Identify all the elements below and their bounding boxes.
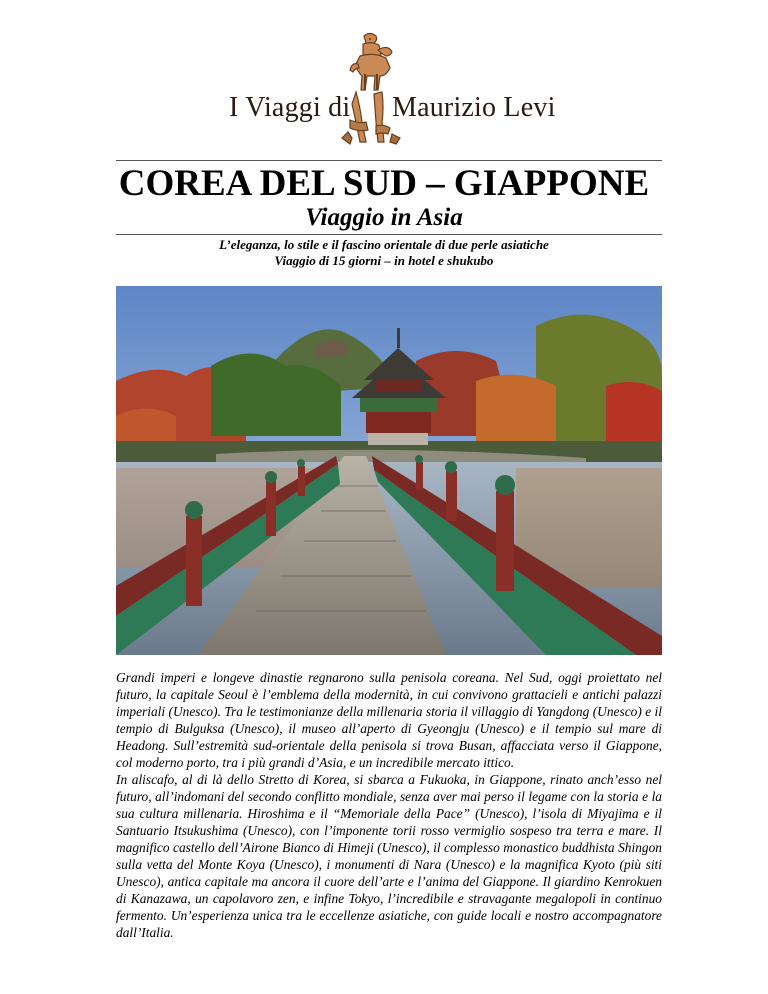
logo-text-left: I Viaggi di [229,92,351,123]
description-paragraph-2: In aliscafo, al di là dello Stretto di Korea, si sbarca a Fukuoka, in Giappone, rinato anch’esso nel futuro, all’indomani del secondo conflitto mondiale, senza aver mai perso il legame con la storia e la sua cultura millenaria. Hiroshima e il “Memoriale della Pace” (Unesco), l’isola di Miyajima e il Santuario Itsukushima (Unesco), con l’imponente torii rosso vermiglio sospeso tra terra e mare. Il magnifico castello dell’Airone Bianco di Himeji (Unesco), il complesso monastico buddhista Shingon sulla vetta del Monte Koya (Unesco), i monumenti di Nara (Unesco) e la magnifica Kyoto (più siti Unesco), antica capitale ma ancora il cuore dell’arte e l’anima del Giappone. Il giardino Kenrokuen di Kanazawa, un capolavoro zen, e infine Tokyo, l’incredibile e stravagante megalopoli in continuo fermento. Un’esperienza unica tra le eccellenze asiatiche, con guide locali e nostro accompagnatore dall’Italia. [116,772,662,940]
page-subtitle: Viaggio in Asia [305,204,463,231]
description-text [116,669,662,941]
description-paragraph-1: Grandi imperi e longeve dinastie regnarono sulla penisola coreana. Nel Sud, oggi proiettato nel futuro, la capitale Seoul è l’emblema della modernità, in cui convivono grattacieli e antichi palazzi imperiali (Unesco). Tra le testimonianze della millenaria storia il villaggio di Yangdong (Unesco) e il tempio di Bulguksa (Unesco), il museo all’aperto di Gyeongju (Unesco) e il tempio sul mare di Headong. Sull’estremità sud-orientale della penisola si trova Busan, affacciata verso il Giappone, col moderno porto, tra i più grandi d’Asia, e un incredibile mercato ittico. [116,670,662,770]
page-title: COREA DEL SUD – GIAPPONE [118,163,650,204]
tagline-line-1: L’eleganza, lo stile e il fascino orientale di due perle asiatiche [219,237,549,252]
logo-text-right: Maurizio Levi [392,92,556,123]
pavilion-bridge-photo [116,286,662,655]
tagline-line-2: Viaggio di 15 giorni – in hotel e shukubo [274,253,494,268]
camel-rider-logo-icon [336,30,408,150]
divider-top [116,160,662,161]
divider-middle [116,234,662,235]
